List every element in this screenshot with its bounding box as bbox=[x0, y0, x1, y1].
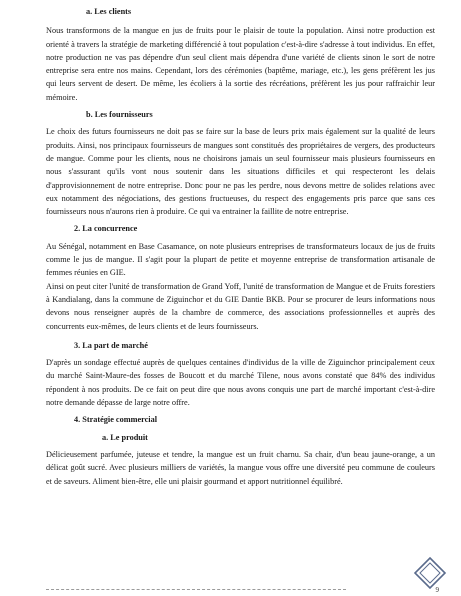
paragraph-part-marche: D'après un sondage effectué auprès de quelques centaines d'individus de la ville de Ziguinchor principalement ceux du marché Saint-Maure-des fosses de Boucott et du marché Tilene, nous avons constaté que 84% des individus répondent à nos produits. De ce fait on peut dire que nous avons conquis une part de marché important c'est-à-dire notre demande dépasse de large notre offre. bbox=[46, 358, 435, 408]
paragraph-concurrence-2: Ainsi on peut citer l'unité de transformation de Grand Yoff, l'unité de transformation de Mangue et de Fruits forestiers à Kandialang, dans la commune de Ziguinchor et du GIE Dantie BKB. Pour se procurer de leurs informations nous devons nous renseigner auprès de la chambre de commerce, des associations professionnelles et auprès des concurrents eux-mêmes, de leurs clients et de leurs fournisseurs. bbox=[46, 281, 435, 331]
paragraph-produit: Délicieusement parfumée, juteuse et tendre, la mangue est un fruit charnu. Sa chair, d'un beau jaune-orange, a un délicat goût sucré. Avec plusieurs milliers de variétés, la mangue vous offre une diversité peu commune de couleurs et de saveurs. Aliment bien-être, elle uni plaisir gourmand et apport nutritionnel équilibré. bbox=[46, 449, 435, 486]
heading-clients: a. Les clients bbox=[86, 7, 132, 16]
heading-produit: a. Le produit bbox=[102, 432, 148, 442]
page-number: 9 bbox=[435, 586, 439, 594]
heading-strategie: 4. Stratégie commercial bbox=[74, 415, 157, 425]
heading-concurrence: 2. La concurrence bbox=[74, 224, 138, 234]
paragraph-fournisseurs: Le choix des futurs fournisseurs ne doit pas se faire sur la base de leurs prix mais également sur la qualité de leurs produits. Ainsi, nos principaux fournisseurs de mangues sont constitués des propriétaires de vergers, des producteurs de mangue. Comme pour les clients, nous ne choisirons jamais un seul fournisseur mais plusieurs fournisseurs en nous s'assurant qu'ils vont nous soutenir dans les situations difficiles et qui respecteront les delais d'approvisionnement de notre entreprise. Donc pour ne pas les perdre, nous devons mettre de solides relations avec eux notamment des négociations, des gestions fructueuses, du respect des engagements pris parce que sans ces fournisseurs nous n'aurons rien à produire. Ce qui va entrainer la faillite de notre entreprise. bbox=[46, 127, 435, 217]
heading-part-marche: 3. La part de marché bbox=[74, 340, 148, 350]
heading-fournisseurs: b. Les fournisseurs bbox=[86, 110, 153, 120]
paragraph-concurrence-1: Au Sénégal, notamment en Base Casamance, on note plusieurs entreprises de transformateurs locaux de jus de fruits comme le jus de mangue. Il s'agit pour la plupart de petite et moyenne entreprise de transformation artisanale de femmes réunies en GIE. bbox=[46, 241, 435, 278]
page-corner-icon bbox=[413, 556, 447, 590]
paragraph-clients: Nous transformons de la mangue en jus de fruits pour le plaisir de toute la population. Ainsi notre production est orienté à travers la stratégie de marketing différencié à tout population c'est-à-dire s'adresse à tout individus. En effet, notre production ne vas pas dépendre d'un seul client mais dépendra d'une variété de clients sinon le sort de notre entreprise sera entre nos mains. Cependant, lors des cérémonies (baptême, mariage, etc.), les gens préfèrent les jus qui leurs servent de desert. De même, les écoliers à la sortie des récréations, préfèrent les jus pour raffraichir leur mémoire. bbox=[46, 26, 435, 102]
footer-line bbox=[46, 589, 346, 593]
